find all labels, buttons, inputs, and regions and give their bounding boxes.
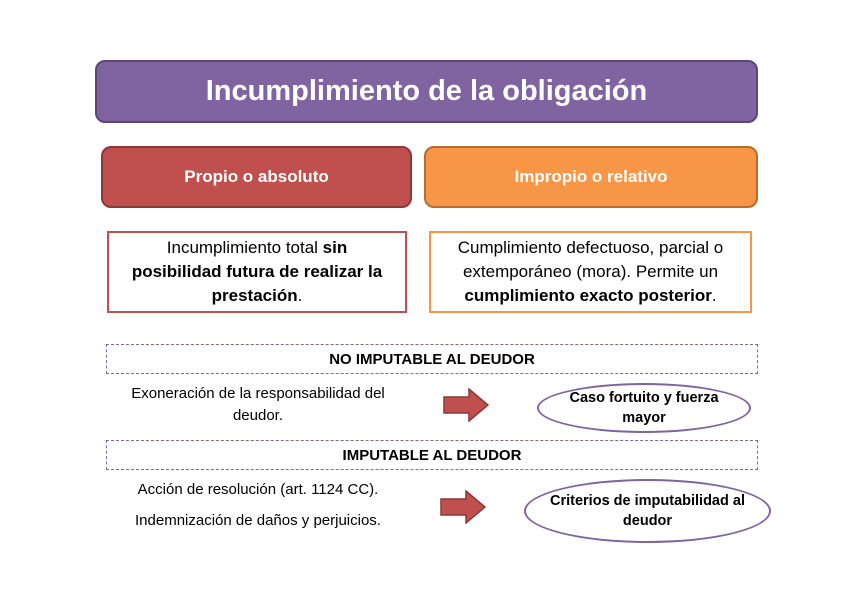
impropio-description-part: Cumplimiento defectuoso, parcial o extemporáneo (mora). Permite un xyxy=(457,238,724,281)
indemnizacion-text: Indemnización de daños y perjuicios. xyxy=(135,512,381,529)
diagram-title: Incumplimiento de la obligación xyxy=(95,60,758,123)
propio-description-part: . xyxy=(297,286,303,305)
impropio-description-box xyxy=(429,231,752,313)
impropio-description xyxy=(445,236,736,308)
caso-fortuito-label: Caso fortuito y fuerza mayor xyxy=(569,390,719,426)
imputable-heading: IMPUTABLE AL DEUDOR xyxy=(106,440,758,470)
propio-description-box xyxy=(107,231,407,313)
right-arrow-icon xyxy=(440,490,486,524)
category-impropio-box xyxy=(424,146,758,208)
no-imputable-heading: NO IMPUTABLE AL DEUDOR xyxy=(106,344,758,374)
category-propio-box xyxy=(101,146,412,208)
accion-resolucion-text: Acción de resolución (art. 1124 CC). xyxy=(137,481,379,498)
category-impropio-label: Impropio o relativo xyxy=(514,167,668,186)
caso-fortuito-oval xyxy=(537,383,751,433)
right-arrow-icon xyxy=(443,388,489,422)
propio-description-part: Incumplimiento total xyxy=(166,238,323,257)
impropio-description-part: . xyxy=(711,286,717,305)
criterios-imputabilidad-label: Criterios de imputabilidad al deudor xyxy=(550,493,745,529)
propio-description-part: sin posibilidad futura de realizar la prestación xyxy=(131,238,383,305)
category-propio-label: Propio o absoluto xyxy=(184,167,329,186)
criterios-imputabilidad-oval xyxy=(524,479,771,543)
no-imputable-text: Exoneración de la responsabilidad del deudor. xyxy=(131,385,385,424)
propio-description xyxy=(123,236,391,308)
impropio-description-part: cumplimiento exacto posterior xyxy=(464,286,712,305)
